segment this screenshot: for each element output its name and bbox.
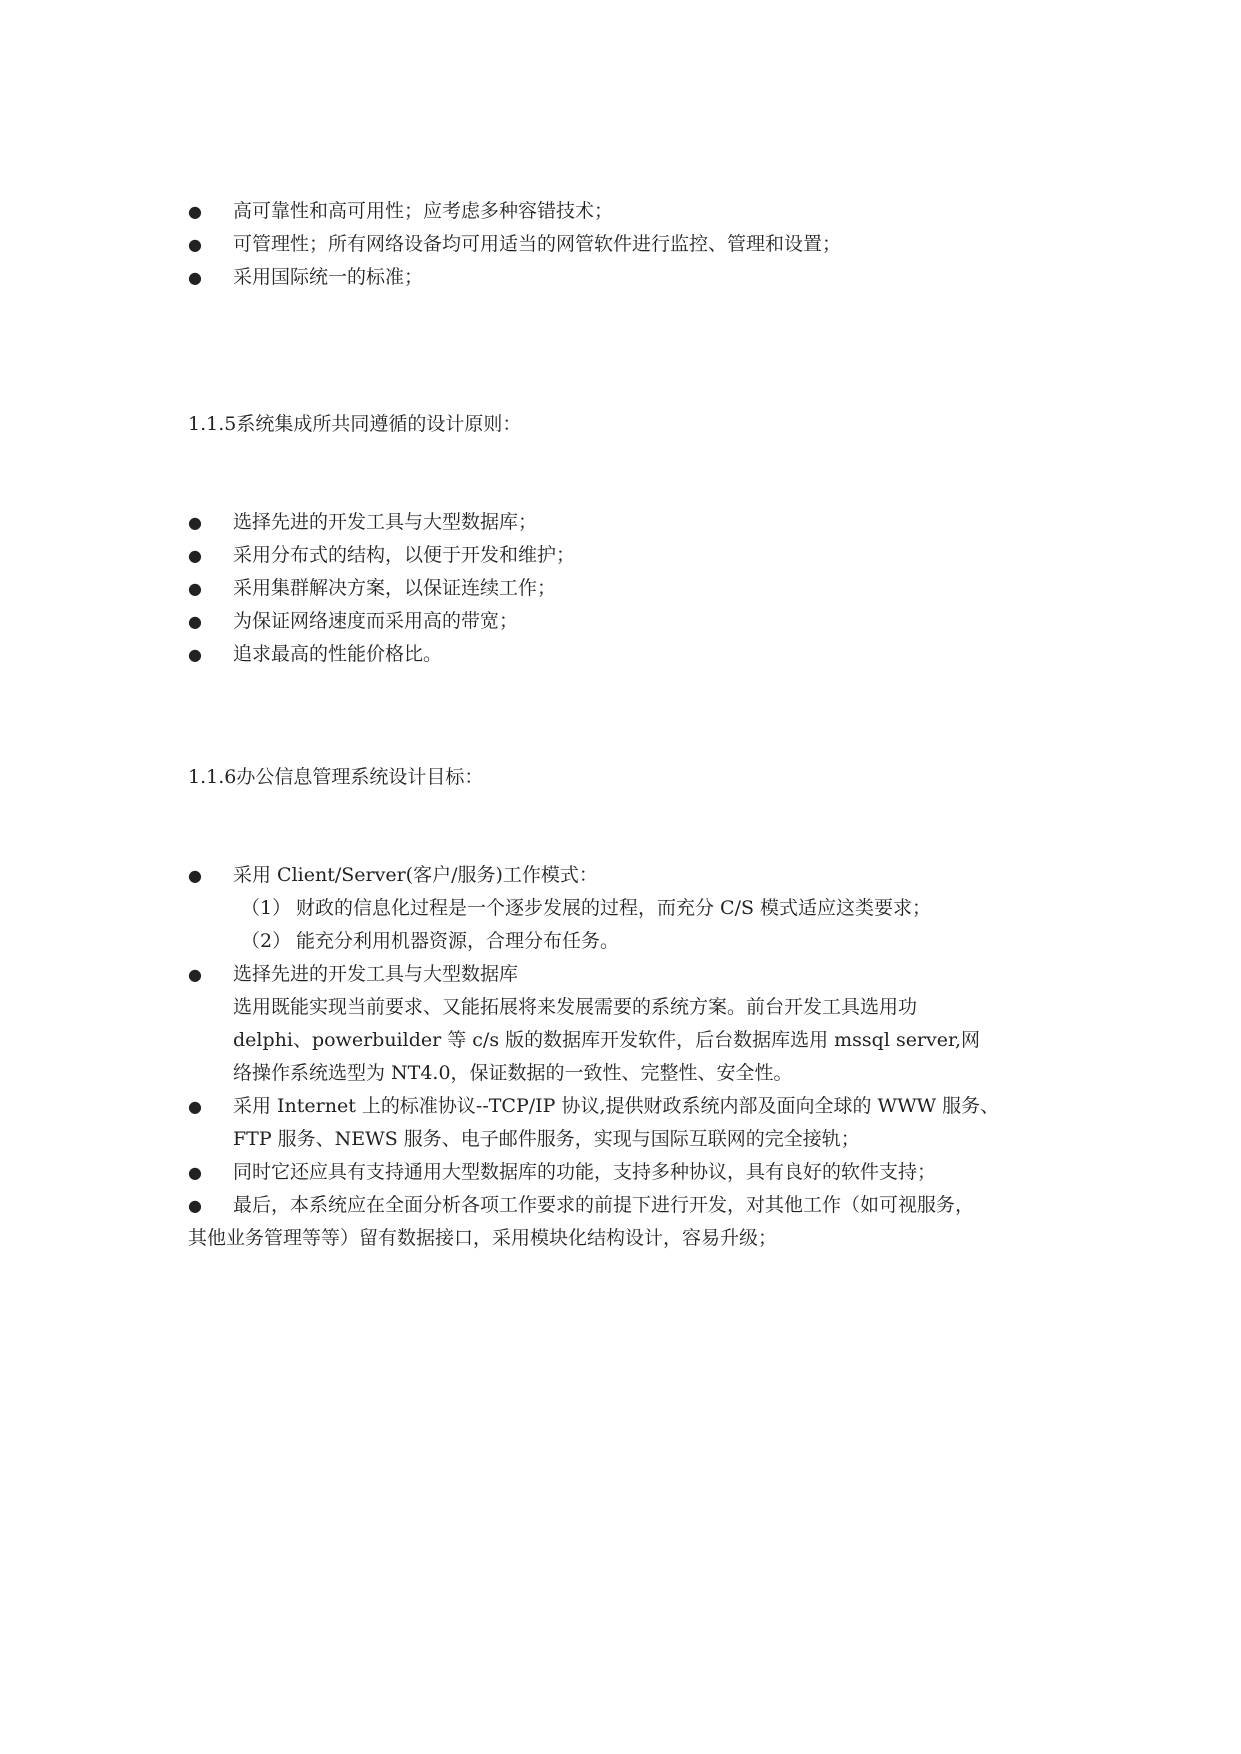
list-item: ● 为保证网络速度而采用高的带宽； (188, 605, 1068, 638)
bullet-icon: ● (188, 1097, 202, 1116)
list-item: ● 同时它还应具有支持通用大型数据库的功能，支持多种协议，具有良好的软件支持； (188, 1156, 1068, 1189)
bullet-list-design-goals (188, 859, 1068, 1189)
list-item: ● 采用集群解决方案，以保证连续工作； (188, 572, 1068, 605)
section-heading-1-1-6: 1.1.6办公信息管理系统设计目标： (188, 766, 484, 788)
bullet-icon: ● (188, 268, 202, 287)
bullet-list-design-principles (188, 506, 1068, 671)
list-item: ● 追求最高的性能价格比。 (188, 638, 1068, 671)
list-item: ● 采用 Client/Server(客户/服务)工作模式： （1） 财政的信息化过程是一个逐步发展的过程，而充分 C/S 模式适应这类要求； （2） 能充分利用机器资源，合理分布任务。 (188, 859, 1068, 958)
bullet-icon: ● (188, 645, 202, 664)
list-item: ● 采用分布式的结构，以便于开发和维护； (188, 539, 1068, 572)
bullet-icon: ● (188, 513, 202, 532)
bullet-icon: ● (188, 1163, 202, 1182)
bullet-icon: ● (188, 866, 202, 885)
bullet-icon: ● (188, 1196, 202, 1215)
section-heading-1-1-5: 1.1.5系统集成所共同遵循的设计原则： (188, 413, 522, 435)
bullet-icon: ● (188, 612, 202, 631)
list-item-final: ● 最后，本系统应在全面分析各项工作要求的前提下进行开发，对其他工作（如可视服务， 其他业务管理等等）留有数据接口，采用模块化结构设计，容易升级； (188, 1189, 1068, 1255)
bullet-icon: ● (188, 235, 202, 254)
list-item: ● 采用国际统一的标准； (188, 261, 1068, 294)
sub-list-item: （2） 能充分利用机器资源，合理分布任务。 (241, 930, 620, 952)
list-item: ● 选择先进的开发工具与大型数据库； (188, 506, 1068, 539)
sub-list-item: （1） 财政的信息化过程是一个逐步发展的过程，而充分 C/S 模式适应这类要求； (241, 897, 932, 919)
list-item: ● 采用 Internet 上的标准协议--TCP/IP 协议,提供财政系统内部及面向全球的 WWW 服务、 FTP 服务、NEWS 服务、电子邮件服务，实现与国际互联网的完全接轨； (188, 1090, 1068, 1156)
list-item: ● 选择先进的开发工具与大型数据库 选用既能实现当前要求、又能拓展将来发展需要的系统方案。前台开发工具选用功 delphi、powerbuilder 等 c/s 版的数据库开发软件，后台数据库选用 mssql server,网 络操作系统选型为 NT4.0，保证数据的一致性、完整性、安全性。 (188, 958, 1068, 1090)
bullet-icon: ● (188, 202, 202, 221)
bullet-list-requirements (188, 195, 1068, 294)
bullet-icon: ● (188, 965, 202, 984)
document-page (188, 195, 1068, 1255)
list-item: ● 高可靠性和高可用性；应考虑多种容错技术； (188, 195, 1068, 228)
bullet-icon: ● (188, 579, 202, 598)
list-item: ● 可管理性；所有网络设备均可用适当的网管软件进行监控、管理和设置； (188, 228, 1068, 261)
bullet-icon: ● (188, 546, 202, 565)
